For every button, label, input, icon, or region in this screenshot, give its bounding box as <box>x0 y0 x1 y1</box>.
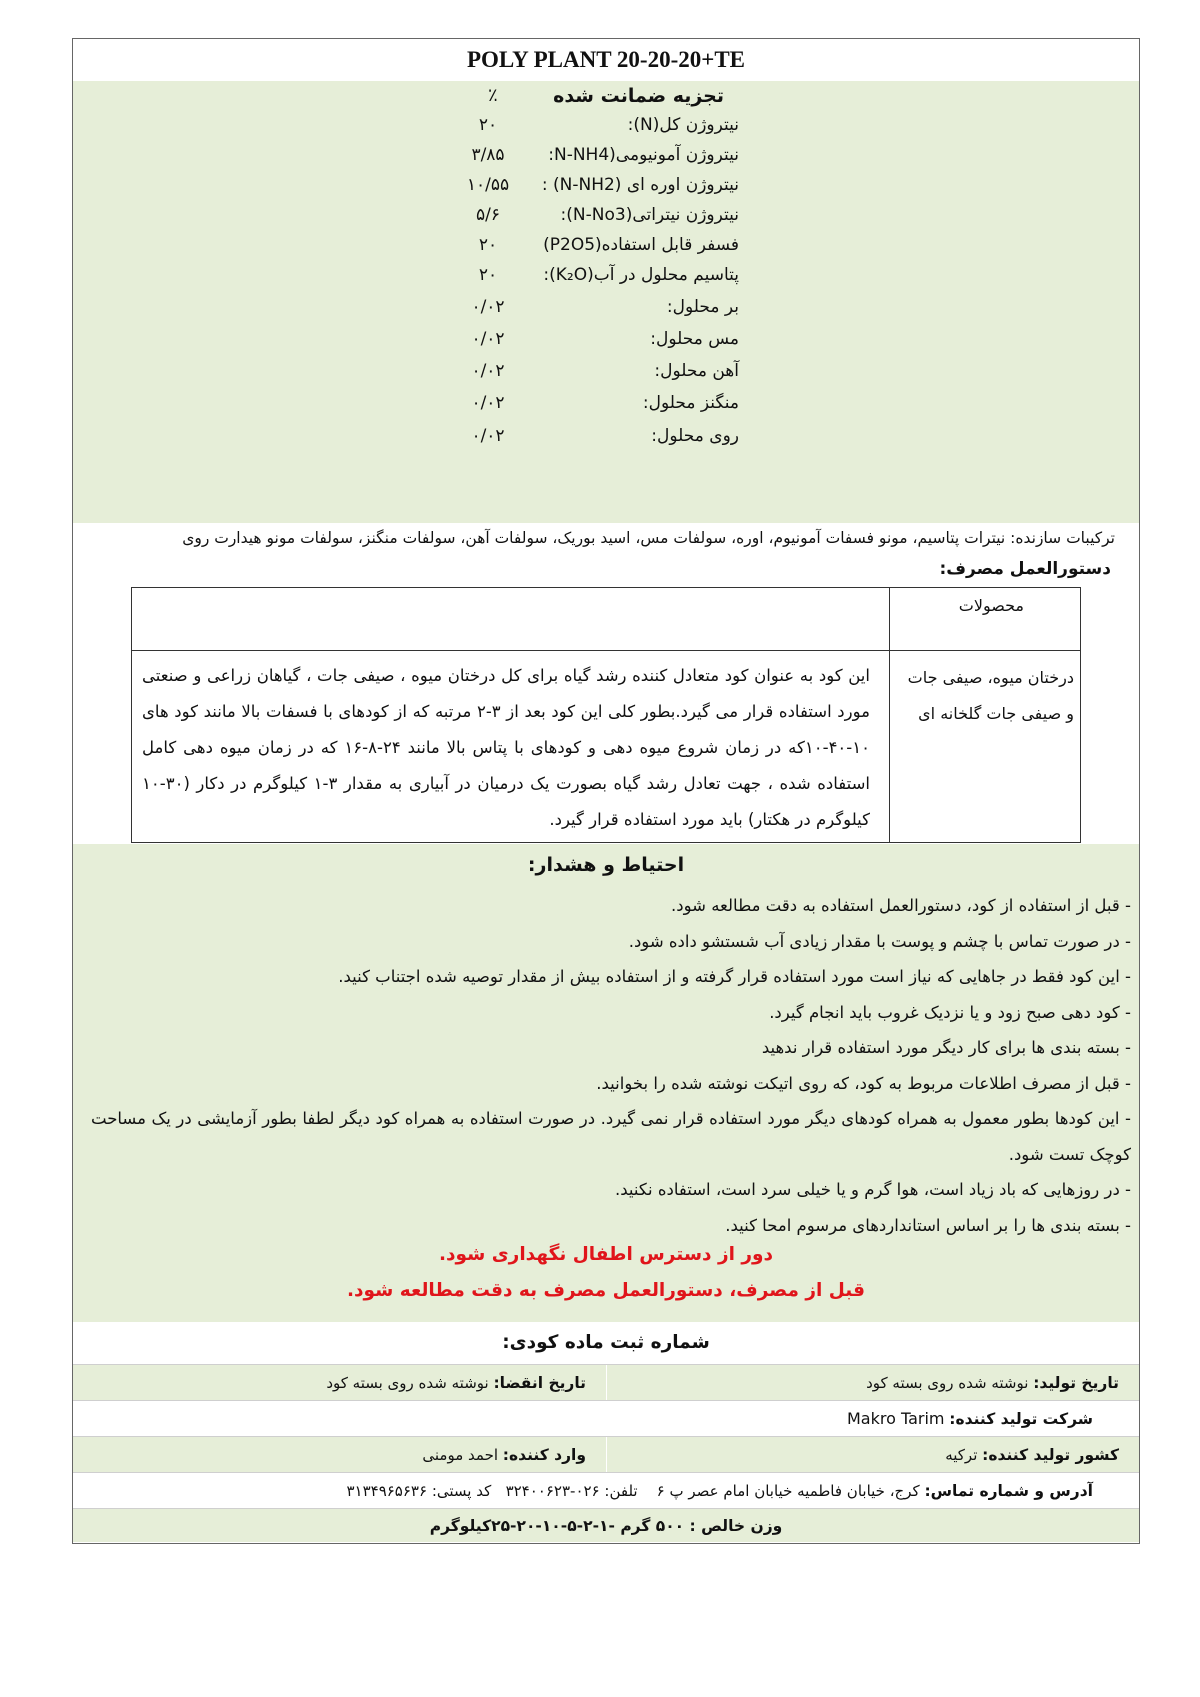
warnings-section <box>73 844 1139 1322</box>
country-of-origin <box>606 1437 1139 1472</box>
address-label: آدرس و شماره تماس: <box>924 1482 1093 1500</box>
warning-item: - قبل از استفاده از کود، دستورالعمل استفاده به دقت مطالعه شود. <box>671 896 1131 915</box>
analysis-row <box>73 145 1139 175</box>
analysis-row <box>73 393 1139 423</box>
country-label: کشور تولید کننده: <box>982 1446 1119 1464</box>
analysis-label: نیتروژن نیتراتی(N-No3): <box>560 205 739 225</box>
warning-item: - بسته بندی ها را بر اساس استانداردهای مرسوم امحا کنید. <box>725 1215 1131 1235</box>
percent-sign: ٪ <box>488 85 498 106</box>
ingredients-text: ترکیبات سازنده: نیترات پتاسیم، مونو فسفات آمونیوم، اوره، سولفات مس، اسید بوریک، سولفات آهن، سولفات منگنز، سولفات مونو هیدارت روی <box>182 529 1115 547</box>
analysis-value: ۰/۰۲ <box>471 329 505 349</box>
crop-cell: درختان میوه، صیفی جات و صیفی جات گلخانه ای <box>907 668 1074 723</box>
analysis-value: ۰/۰۲ <box>471 426 505 446</box>
net-weight-value: ۵۰۰ گرم -۱-۲-۵-۱۰-۲۰-۲۵کیلوگرم <box>429 1517 685 1535</box>
postal-code-label: کد پستی: <box>431 1482 492 1500</box>
analysis-row <box>73 115 1139 145</box>
importer-value: احمد مومنی <box>422 1446 499 1464</box>
warning-item: - در روزهایی که باد زیاد است، هوا گرم و یا خیلی سرد است، استفاده نکنید. <box>615 1180 1131 1199</box>
analysis-label: فسفر قابل استفاده(P2O5) <box>543 235 739 255</box>
analysis-value: ۱۰/۵۵ <box>466 175 510 195</box>
postal-code-value: ۳۱۳۴۹۶۵۶۳۶ <box>346 1482 428 1500</box>
analysis-label: آهن محلول: <box>654 361 739 381</box>
net-weight <box>73 1509 1139 1543</box>
net-weight-row <box>73 1508 1139 1542</box>
usage-table <box>131 587 1081 843</box>
manufacturer-label: شرکت تولید کننده: <box>949 1410 1093 1428</box>
warning-item: - این کودها بطور معمول به همراه کودهای دیگر مورد استفاده قرار نمی گیرد. در صورت استفاده به همراه کود دیگر لطفا بطور آزمایشی در یک مساحت کوچک تست شود. <box>91 1109 1131 1164</box>
usage-description-cell: این کود به عنوان کود متعادل کننده رشد گیاه برای کل درختان میوه ، صیفی جات ، گیاهان زراعی و صنعتی مورد استفاده قرار می گیرد.بطور کلی این کود بعد از ۳-۲ مرتبه که از کودهای با فسفات بالا مانند کود های ۱۰-۴۰-۱۰که در زمان شروع میوه دهی و کودهای با پتاس بالا مانند ۲۴-۸-۱۶ که در زمان میوه دهی کامل استفاده شده ، جهت تعادل رشد گیاه بصورت یک درمیان در آبیاری به مقدار ۳-۱ کیلوگرم در دکار (۳۰-۱۰ کیلوگرم در هکتار) باید مورد استفاده قرار گیرد. <box>142 666 870 829</box>
analysis-value: ۰/۰۲ <box>471 297 505 317</box>
analysis-label: نیتروژن اوره ای (N-NH2) : <box>541 175 739 195</box>
warnings-list <box>91 888 1131 1243</box>
analysis-value: ۰/۰۲ <box>471 393 505 413</box>
expiry-date <box>73 1365 606 1400</box>
analysis-row <box>73 297 1139 327</box>
crops-column-header: محصولات <box>958 596 1024 615</box>
guaranteed-analysis-section <box>73 81 1139 523</box>
production-date <box>606 1365 1139 1400</box>
manufacturer-row <box>73 1400 1139 1436</box>
analysis-row <box>73 265 1139 295</box>
table-divider <box>889 588 890 842</box>
read-instructions-warning: قبل از مصرف، دستورالعمل مصرف به دقت مطالعه شود. <box>347 1280 865 1301</box>
keep-away-from-children-warning: دور از دسترس اطفال نگهداری شود. <box>438 1244 774 1265</box>
analysis-row <box>73 426 1139 456</box>
analysis-value: ۲۰ <box>478 115 498 135</box>
analysis-row <box>73 329 1139 359</box>
registration-number-label: شماره ثبت ماده کودی: <box>502 1332 710 1353</box>
production-date-value: نوشته شده روی بسته کود <box>866 1374 1029 1392</box>
analysis-row <box>73 361 1139 391</box>
analysis-label: مس محلول: <box>650 329 739 349</box>
net-weight-label: وزن خالص : <box>689 1517 783 1535</box>
importer <box>73 1437 606 1472</box>
analysis-row <box>73 235 1139 265</box>
production-date-label: تاریخ تولید: <box>1033 1374 1119 1392</box>
analysis-value: ۵/۶ <box>476 205 500 225</box>
analysis-row <box>73 175 1139 205</box>
analysis-value: ۳/۸۵ <box>471 145 505 165</box>
analysis-label: روی محلول: <box>651 426 739 446</box>
address-value: کرج، خیابان فاطمیه خیابان امام عصر پ ۶ <box>656 1482 920 1500</box>
origin-row <box>73 1436 1139 1472</box>
expiry-date-label: تاریخ انقضا: <box>493 1374 586 1392</box>
phone-label: تلفن: <box>604 1482 638 1500</box>
dates-row <box>73 1364 1139 1400</box>
analysis-label: نیتروژن آمونیومی(N-NH4: <box>548 145 739 165</box>
analysis-value: ۲۰ <box>478 235 498 255</box>
country-value: ترکیه <box>945 1446 978 1464</box>
manufacturer <box>73 1401 1139 1437</box>
analysis-value: ۲۰ <box>478 265 498 285</box>
product-title: POLY PLANT 20-20-20+TE <box>73 39 1139 82</box>
warning-item: - بسته بندی ها برای کار دیگر مورد استفاده قرار ندهید <box>761 1038 1131 1057</box>
manufacturer-value: Makro Tarim <box>846 1409 945 1428</box>
analysis-label: پتاسیم محلول در آب(K₂O): <box>543 265 739 285</box>
importer-label: وارد کننده: <box>502 1446 586 1464</box>
phone-value: ۰۲۶-۳۲۴۰۰۶۲۳ <box>505 1482 600 1500</box>
warning-item: - در صورت تماس با چشم و پوست با مقدار زیادی آب شستشو داده شود. <box>628 931 1131 951</box>
analysis-label: نیتروژن کل(N): <box>627 115 739 135</box>
warning-item: - کود دهی صبح زود و یا نزدیک غروب باید انجام گیرد. <box>769 1002 1131 1022</box>
analysis-heading: تجزیه ضمانت شده <box>553 85 724 107</box>
warning-item: - قبل از مصرف اطلاعات مربوط به کود، که روی اتیکت نوشته شده را بخوانید. <box>596 1073 1131 1093</box>
analysis-label: منگنز محلول: <box>642 393 739 413</box>
warning-item: - این کود فقط در جاهایی که نیاز است مورد استفاده قرار گرفته و از استفاده بیش از مقدار توصیه شده اجتناب کنید. <box>338 967 1131 986</box>
analysis-value: ۰/۰۲ <box>471 361 505 381</box>
table-divider <box>132 650 1080 651</box>
analysis-label: بر محلول: <box>666 297 739 317</box>
address <box>73 1473 1139 1509</box>
address-row <box>73 1472 1139 1508</box>
analysis-row <box>73 205 1139 235</box>
product-label-document <box>72 38 1140 1544</box>
warnings-title: احتیاط و هشدار: <box>527 854 685 876</box>
usage-instructions-label: دستورالعمل مصرف: <box>939 559 1111 579</box>
expiry-date-value: نوشته شده روی بسته کود <box>326 1374 489 1392</box>
